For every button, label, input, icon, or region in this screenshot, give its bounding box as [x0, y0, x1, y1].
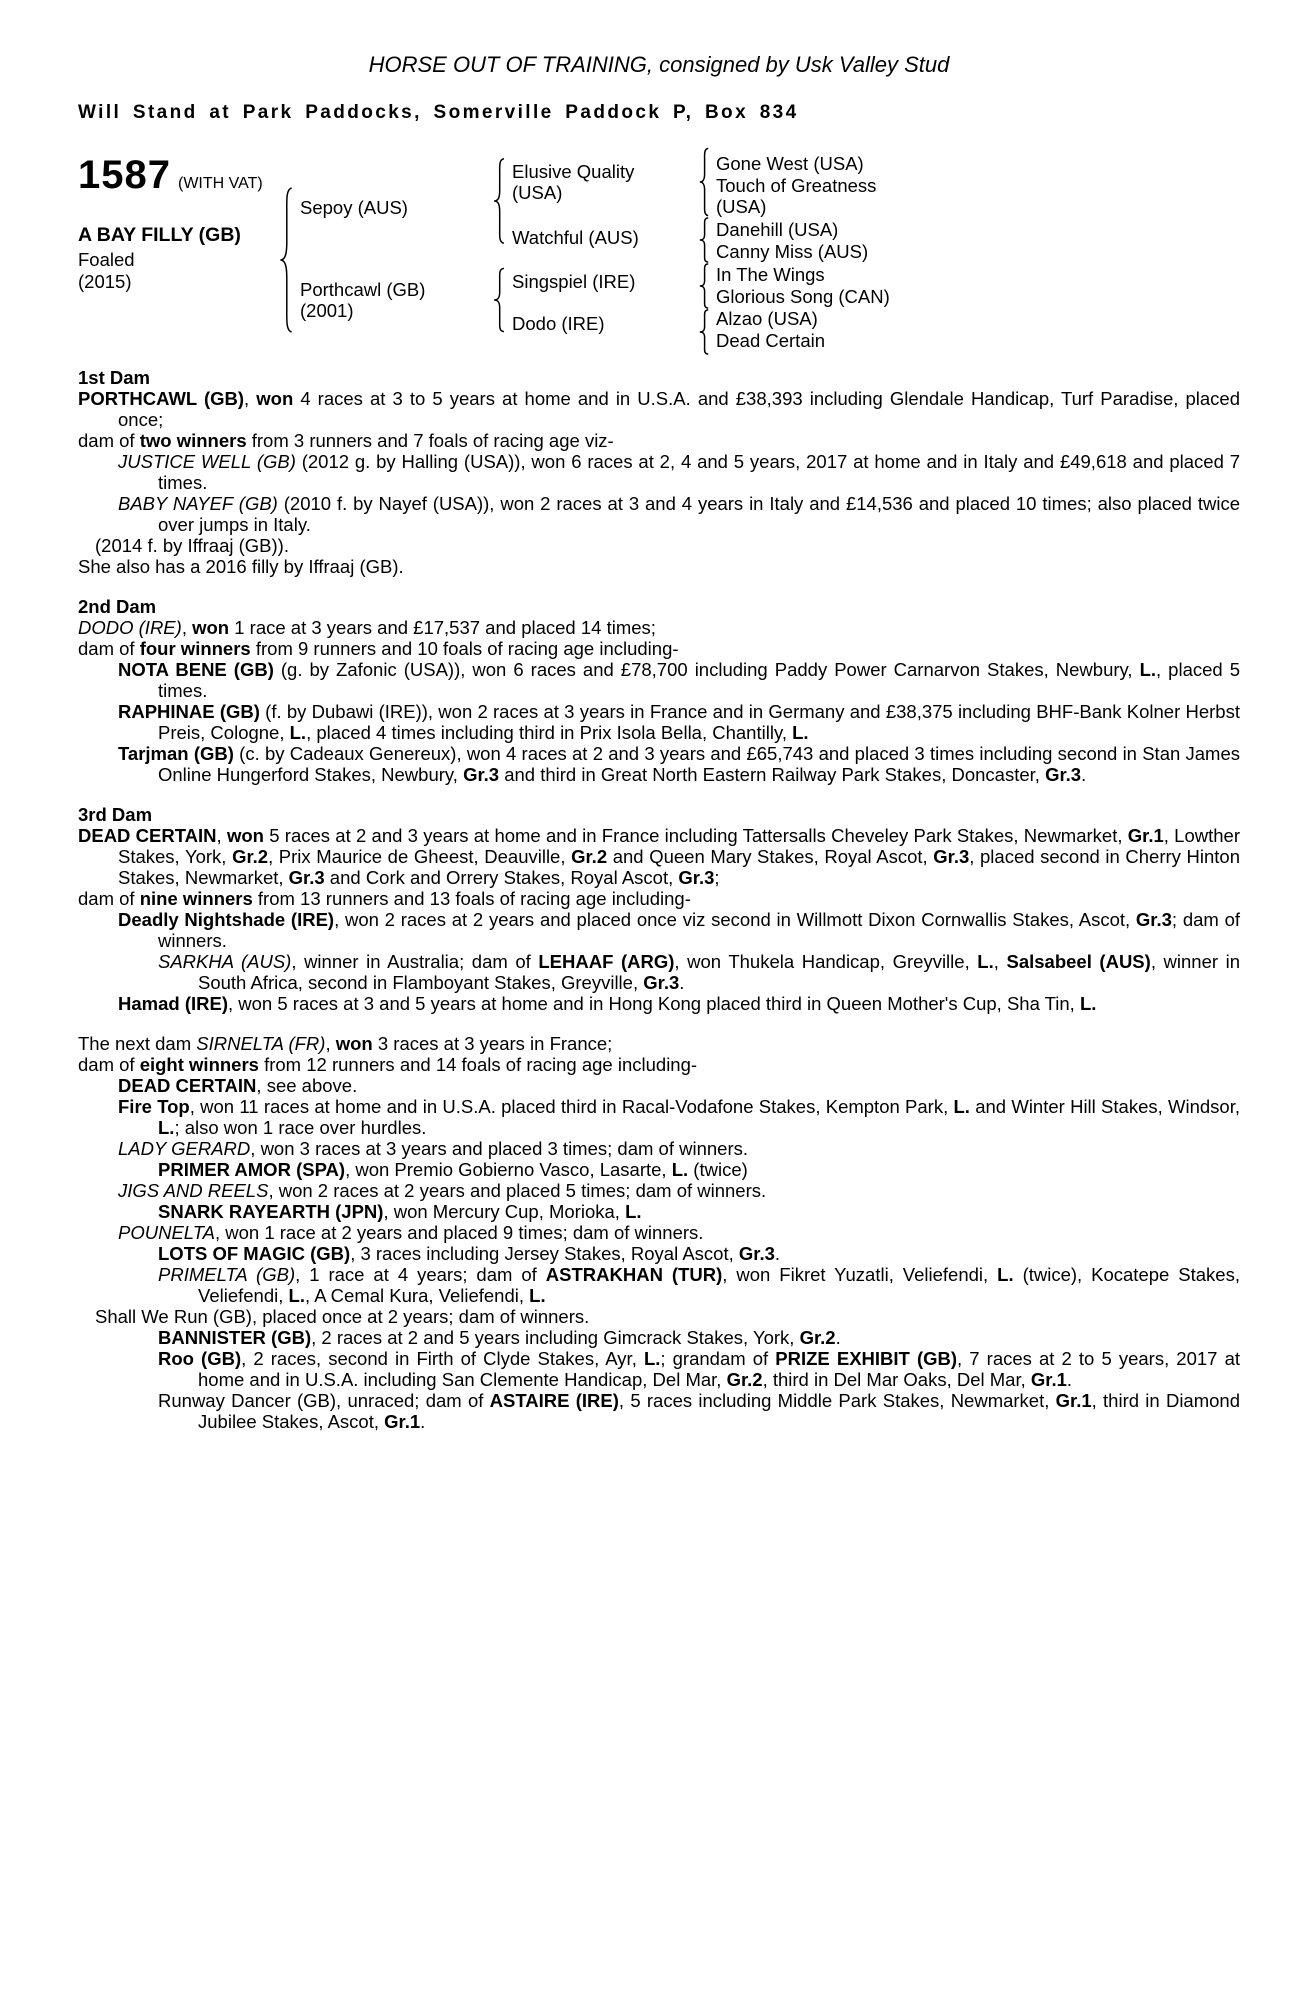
- pedigree-brace: [698, 217, 710, 263]
- pedigree-brace: [492, 157, 506, 245]
- progeny-nota-bene: NOTA BENE (GB) (g. by Zafonic (USA)), won 6 races and £78,700 including Paddy Power Carnarvon Stakes, Newbury, L., placed 5 times.: [118, 659, 1240, 701]
- pedigree-dam-sire-sire: In The Wings: [716, 264, 825, 285]
- second-dam-heading: 2nd Dam: [78, 596, 157, 617]
- progeny-primelta: PRIMELTA (GB), 1 race at 4 years; dam of ASTRAKHAN (TUR), won Fikret Yuzatli, Veliefendi, L. (twice), Kocatepe Stakes, Veliefendi, L., A Cemal Kura, Veliefendi, L.: [158, 1264, 1240, 1306]
- pedigree-sire: Sepoy (AUS): [300, 197, 408, 218]
- section-second-dam: [78, 596, 1240, 785]
- pedigree-table: [78, 145, 1240, 357]
- progeny-primer-amor: PRIMER AMOR (SPA), won Premio Gobierno Vasco, Lasarte, L. (twice): [158, 1159, 748, 1180]
- first-dam-note: She also has a 2016 filly by Iffraaj (GB).: [78, 556, 404, 577]
- horse-name: A BAY FILLY (GB): [78, 224, 241, 246]
- vat-note: (WITH VAT): [177, 175, 263, 192]
- page-title: HORSE OUT OF TRAINING, consigned by Usk Valley Stud: [368, 52, 950, 77]
- progeny-baby-nayef: BABY NAYEF (GB) (2010 f. by Nayef (USA)), won 2 races at 3 and 4 years in Italy and £14,536 and placed 10 times; also placed twice over jumps in Italy.: [118, 493, 1240, 535]
- progeny-jigs-and-reels: JIGS AND REELS, won 2 races at 2 years and placed 5 times; dam of winners.: [118, 1180, 767, 1201]
- pedigree-sire-dam-sire: Danehill (USA): [716, 219, 839, 240]
- pedigree-dam-sire-dam: Glorious Song (CAN): [716, 286, 890, 307]
- progeny-deadly-nightshade: Deadly Nightshade (IRE), won 2 races at 2 years and placed once viz second in Willmott Dixon Cornwallis Stakes, Ascot, Gr.3; dam of winners.: [118, 909, 1240, 951]
- third-dam-heading: 3rd Dam: [78, 804, 153, 825]
- stand-location-line: Will Stand at Park Paddocks, Somerville Paddock P, Box 834: [78, 102, 799, 123]
- pedigree-dam-name: Porthcawl (GB): [300, 279, 426, 300]
- foaled-label: Foaled: [78, 249, 135, 270]
- pedigree-brace: [492, 267, 506, 333]
- progeny-pounelta: POUNELTA, won 1 race at 2 years and placed 9 times; dam of winners.: [118, 1222, 704, 1243]
- third-dam-record: DEAD CERTAIN, won 5 races at 2 and 3 years at home and in France including Tattersalls Cheveley Park Stakes, Newmarket, Gr.1, Lowther Stakes, York, Gr.2, Prix Maurice de Gheest, Deauville, Gr.2 and Queen Mary Stakes, Royal Ascot, Gr.3, placed second in Cherry Hinton Stakes, Newmarket, Gr.3 and Cork and Orrery Stakes, Royal Ascot, Gr.3;: [78, 825, 1240, 888]
- pedigree-dam-dam: Dodo (IRE): [512, 313, 605, 334]
- progeny-snark-rayearth: SNARK RAYEARTH (JPN), won Mercury Cup, Morioka, L.: [158, 1201, 642, 1222]
- pedigree-sire-sire-dam: Touch of Greatness (USA): [716, 175, 877, 217]
- next-dam-produce-summary: dam of eight winners from 12 runners and 14 foals of racing age including-: [78, 1054, 698, 1075]
- pedigree-dam-year: (2001): [300, 300, 354, 321]
- lot-line: [78, 153, 263, 197]
- progeny-roo: Roo (GB), 2 races, second in Firth of Clyde Stakes, Ayr, L.; grandam of PRIZE EXHIBIT (GB), 7 races at 2 to 5 years, 2017 at home and in U.S.A. including San Clemente Handicap, Del Mar, Gr.2, third in Del Mar Oaks, Del Mar, Gr.1.: [158, 1348, 1240, 1390]
- pedigree-sire-sire-sire: Gone West (USA): [716, 153, 864, 174]
- pedigree-dam-dam-sire: Alzao (USA): [716, 308, 818, 329]
- pedigree-dam-dam-dam: Dead Certain: [716, 330, 826, 351]
- pedigree-brace: [278, 185, 294, 335]
- progeny-justice-well: JUSTICE WELL (GB) (2012 g. by Halling (USA)), won 6 races at 2, 4 and 5 years, 2017 at home and in Italy and £49,618 and placed 7 times.: [118, 451, 1241, 493]
- progeny-shall-we-run: Shall We Run (GB), placed once at 2 years; dam of winners.: [95, 1306, 590, 1327]
- pedigree-sire-dam: Watchful (AUS): [512, 227, 639, 248]
- lot-number: 1587: [78, 153, 171, 197]
- foaled-year: (2015): [78, 271, 132, 292]
- first-dam-record: PORTHCAWL (GB), won 4 races at 3 to 5 years at home and in U.S.A. and £38,393 including Glendale Handicap, Turf Paradise, placed once;: [78, 388, 1241, 430]
- pedigree-brace: [698, 309, 710, 355]
- progeny-bannister: BANNISTER (GB), 2 races at 2 and 5 years including Gimcrack Stakes, York, Gr.2.: [158, 1327, 841, 1348]
- first-dam-produce-summary: dam of two winners from 3 runners and 7 foals of racing age viz-: [78, 430, 614, 451]
- pedigree-brace: [698, 263, 710, 309]
- section-third-dam: [78, 804, 1240, 1014]
- next-dam-record: The next dam SIRNELTA (FR), won 3 races at 3 years in France;: [78, 1033, 613, 1054]
- second-dam-produce-summary: dam of four winners from 9 runners and 10 foals of racing age including-: [78, 638, 679, 659]
- progeny-lady-gerard: LADY GERARD, won 3 races at 3 years and placed 3 times; dam of winners.: [118, 1138, 748, 1159]
- progeny-fire-top: Fire Top, won 11 races at home and in U.S.A. placed third in Racal-Vodafone Stakes, Kempton Park, L. and Winter Hill Stakes, Windsor, L.; also won 1 race over hurdles.: [118, 1096, 1240, 1138]
- third-dam-produce-summary: dam of nine winners from 13 runners and 13 foals of racing age including-: [78, 888, 691, 909]
- pedigree-brace: [698, 147, 710, 217]
- progeny-hamad: Hamad (IRE), won 5 races at 3 and 5 years at home and in Hong Kong placed third in Queen Mother's Cup, Sha Tin, L.: [118, 993, 1097, 1014]
- section-next-dam: [78, 1033, 1240, 1432]
- progeny-raphinae: RAPHINAE (GB) (f. by Dubawi (IRE)), won 2 races at 3 years in France and in Germany and £38,375 including BHF-Bank Kolner Herbst Preis, Cologne, L., placed 4 times including third in Prix Isola Bella, Chantilly, L.: [118, 701, 1240, 743]
- progeny-runway-dancer: Runway Dancer (GB), unraced; dam of ASTAIRE (IRE), 5 races including Middle Park Stakes, Newmarket, Gr.1, third in Diamond Jubilee Stakes, Ascot, Gr.1.: [158, 1390, 1240, 1432]
- second-dam-record: DODO (IRE), won 1 race at 3 years and £17,537 and placed 14 times;: [78, 617, 656, 638]
- pedigree-sire-sire: Elusive Quality (USA): [512, 161, 635, 203]
- progeny-dead-certain: DEAD CERTAIN, see above.: [118, 1075, 358, 1096]
- progeny-lots-of-magic: LOTS OF MAGIC (GB), 3 races including Jersey Stakes, Royal Ascot, Gr.3.: [158, 1243, 781, 1264]
- progeny-tarjman: Tarjman (GB) (c. by Cadeaux Genereux), won 4 races at 2 and 3 years and £65,743 and placed 3 times including second in Stan James Online Hungerford Stakes, Newbury, Gr.3 and third in Great North Eastern Railway Park Stakes, Doncaster, Gr.3.: [118, 743, 1241, 785]
- section-first-dam: [78, 367, 1240, 577]
- pedigree-dam: [300, 279, 425, 321]
- progeny-2014-filly: (2014 f. by Iffraaj (GB)).: [95, 535, 289, 556]
- pedigree-dam-sire: Singspiel (IRE): [512, 271, 636, 292]
- first-dam-heading: 1st Dam: [78, 367, 150, 388]
- pedigree-sire-dam-dam: Canny Miss (AUS): [716, 241, 869, 262]
- progeny-sarkha: SARKHA (AUS), winner in Australia; dam of LEHAAF (ARG), won Thukela Handicap, Greyville, L., Salsabeel (AUS), winner in South Africa, second in Flamboyant Stakes, Greyville, Gr.3.: [158, 951, 1241, 993]
